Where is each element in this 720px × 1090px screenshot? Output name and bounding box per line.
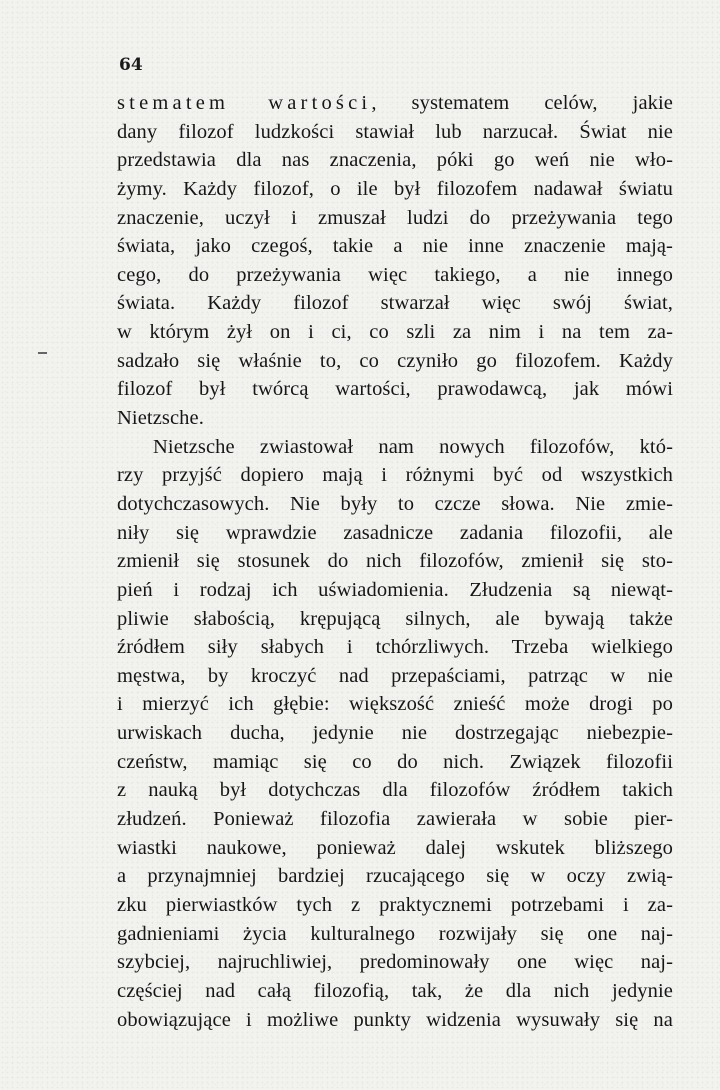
text-line: wiastki naukowe, ponieważ dalej wskutek bliższego	[117, 836, 673, 859]
text-line: rzy przyjść dopiero mają i różnymi być od wszystkich	[117, 464, 673, 487]
text-line: filozof był twórcą wartości, prawodawcą, jak mówi	[117, 378, 673, 401]
text-line: pień i rodzaj ich uświadomienia. Złudzenia są niewąt-	[117, 578, 673, 601]
text-line-rest: , systematem celów, jakie	[371, 92, 673, 114]
text-line: świata. Każdy filozof stwarzał więc swój świat,	[117, 292, 673, 315]
text-line: męstwa, by kroczyć nad przepaściami, patrząc w nie	[117, 664, 673, 687]
text-line: z nauką był dotychczas dla filozofów źródłem takich	[117, 779, 673, 802]
text-line: złudzeń. Ponieważ filozofia zawierała w sobie pier-	[117, 808, 673, 831]
text-line: szybciej, najruchliwiej, predominowały one więc naj-	[117, 951, 673, 974]
margin-mark	[38, 352, 47, 354]
text-line: źródłem siły słabych i tchórzliwych. Trzeba wielkiego	[117, 636, 673, 659]
text-line: zmienił się stosunek do nich filozofów, zmienił się sto-	[117, 550, 673, 573]
paragraph-start-line: Nietzsche zwiastował nam nowych filozofów, któ-	[153, 435, 673, 458]
text-line: dany filozof ludzkości stawiał lub narzucał. Świat nie	[117, 120, 673, 143]
text-line: gadnieniami życia kulturalnego rozwijały się one naj-	[117, 922, 673, 945]
text-line: cego, do przeżywania więc takiego, a nie innego	[117, 263, 673, 286]
text-line: przedstawia dla nas znaczenia, póki go weń nie wło-	[117, 149, 673, 172]
body-text	[117, 89, 673, 1034]
text-line: żymy. Każdy filozof, o ile był filozofem nadawał światu	[117, 177, 673, 200]
page-number: 64	[119, 55, 143, 75]
text-line: obowiązujące i możliwe punkty widzenia wysuwały się na	[117, 1008, 673, 1031]
text-line: i mierzyć ich głębie: większość znieść może drogi po	[117, 693, 673, 716]
text-line: urwiskach ducha, jedynie nie dostrzegając niebezpie-	[117, 722, 673, 745]
text-line: świata, jako czegoś, takie a nie inne znaczenie mają-	[117, 235, 673, 258]
text-line: w którym żył on i ci, co szli za nim i na tem za-	[117, 321, 673, 344]
text-line: zku pierwiastków tych z praktycznemi potrzebami i za-	[117, 893, 673, 916]
text-line: czeństw, mamiąc się co do nich. Związek filozofii	[117, 750, 673, 773]
text-line: częściej nad całą filozofią, tak, że dla nich jedynie	[117, 979, 673, 1002]
text-line: niły się wprawdzie zasadnicze zadania filozofii, ale	[117, 521, 673, 544]
text-line: znaczenie, uczył i zmuszał ludzi do przeżywania tego	[117, 206, 673, 229]
text-line	[117, 89, 673, 118]
text-line: a przynajmniej bardziej rzucającego się w oczy zwią-	[117, 865, 673, 888]
text-line: sadzało się właśnie to, co czyniło go filozofem. Każdy	[117, 349, 673, 372]
text-line: pliwie słabością, krępującą silnych, ale bywają także	[117, 607, 673, 630]
spaced-emphasis: stematem wartości	[117, 92, 372, 114]
text-line: dotychczasowych. Nie były to czcze słowa. Nie zmie-	[117, 492, 673, 515]
paragraph-end-line: Nietzsche.	[117, 407, 204, 430]
